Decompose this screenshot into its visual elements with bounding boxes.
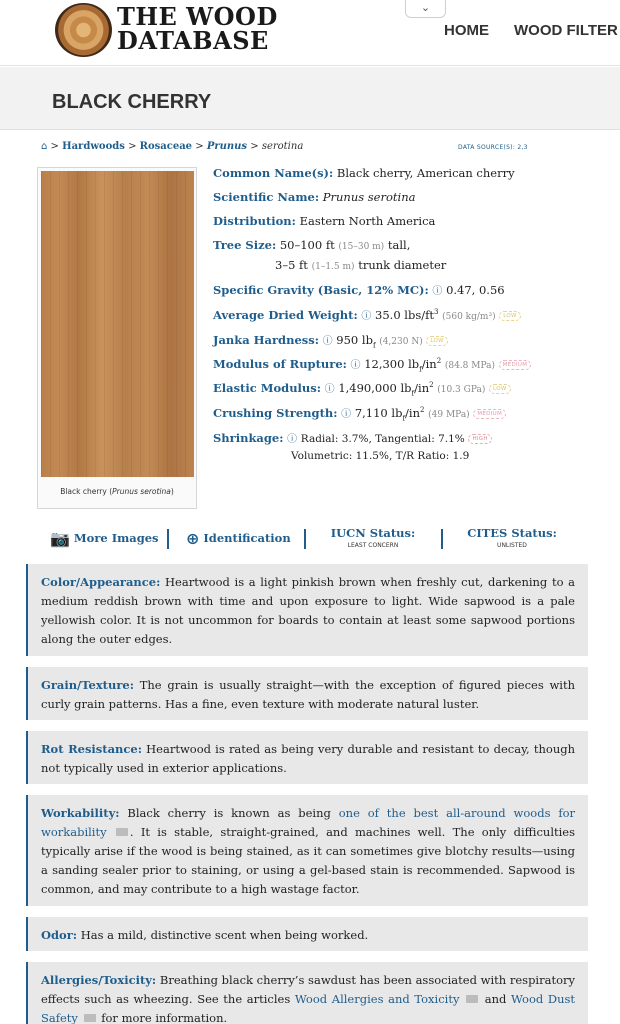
prop-metric: (4,230 N) [379,337,423,347]
wood-allergies-link[interactable]: Wood Allergies and Toxicity [294,992,460,1006]
section-rot-resistance [26,731,588,784]
identification-link[interactable] [186,529,291,548]
prop-label: Tree Size: [213,238,277,252]
breadcrumb-rosaceae[interactable]: Rosaceae [139,141,193,152]
prop-label: Crushing Strength: [213,406,338,420]
info-icon[interactable]: ⓘ [432,286,443,297]
site-header [0,0,620,66]
breadcrumb-hardwoods[interactable]: Hardwoods [62,141,125,152]
prop-shrinkage-line2: Volumetric: 11.5%, T/R Ratio: 1.9 [291,450,470,462]
prop-exponent: 2 [420,406,425,415]
caption-prefix: Black cherry ( [60,487,113,496]
prop-value: 3–5 ft [275,258,308,272]
prop-value: Radial: 3.7%, Tangential: 7.1% [300,433,465,445]
divider [304,529,306,549]
section-grain-texture [26,667,588,720]
nav-wood-filter[interactable]: WOOD FILTER [514,22,618,39]
breadcrumb-sep: > [250,141,259,152]
prop-value: 0.47, 0.56 [446,283,505,297]
prop-distribution [213,214,435,228]
section-text: . It is stable, straight-grained, and machines well. The only difficulties typically arise if the wood is being stained, as it can sometimes give blotchy results—using a sanding sealer prior to staining, or using a gel-based stain is recommended. Sapwood is common, and may contribute to a high wastage factor. [41,825,576,896]
prop-exponent: 3 [434,308,439,317]
site-logo[interactable] [117,2,278,55]
section-text: and [484,992,507,1006]
section-label: Odor: [41,928,78,942]
logo-line-2: DATABASE [117,26,269,55]
section-label: Grain/Texture: [41,678,134,692]
links-row [0,526,620,552]
workability-article-link[interactable]: one of the best all-around woods for workability [41,806,576,839]
prop-label: Average Dried Weight: [213,308,358,322]
prop-value: 1,490,000 lb [338,381,412,395]
section-text: Heartwood is rated as being very durable and resistant to decay, though not typically used in exterior applications. [41,742,575,775]
prop-unit: /in [421,357,437,371]
divider [441,529,443,549]
breadcrumb-sep: > [128,141,137,152]
prop-subscript: f [372,341,376,350]
cites-title: CITES Status: [467,526,557,540]
prop-value: 35.0 lbs/ft [375,308,434,322]
prop-label: Common Name(s): [213,166,334,180]
breadcrumb-sep: > [50,141,59,152]
prop-tree-size [213,238,410,252]
prop-value: 950 lb [336,333,373,347]
section-text: Heartwood is a light pinkish brown when freshly cut, darkening to a medium reddish brown with time and upon exposure to light. Wide sapwood is a pale yellowish color. It is not uncommon for boards to contain at least some sapwood portions along the outer edges. [41,575,576,646]
section-allergies-toxicity [26,962,588,1024]
section-label: Color/Appearance: [41,575,161,589]
prop-unit: /in [405,406,420,420]
prop-metric: (10.3 GPa) [437,385,486,395]
prop-metric: (15–30 m) [338,242,385,252]
cites-status-link[interactable] [462,526,562,549]
prop-suffix: trunk diameter [358,258,447,272]
prop-subscript: f [411,389,415,398]
info-icon[interactable]: ⓘ [324,384,335,395]
prop-metric: (1–1.5 m) [311,262,355,272]
iucn-status-link[interactable] [320,526,426,549]
prop-value: Eastern North America [299,214,436,228]
caption-suffix: ) [170,487,174,496]
section-workability [26,795,588,906]
section-color-appearance [26,564,588,656]
section-text: Has a mild, distinctive scent when being worked. [80,928,369,942]
divider [167,529,169,549]
prop-value: Black cherry, American cherry [336,166,515,180]
prop-shrinkage [213,430,492,445]
page-title: BLACK CHERRY [52,91,212,113]
section-text: Black cherry is known as being [127,806,331,820]
prop-label: Distribution: [213,214,296,228]
prop-exponent: 2 [436,357,442,366]
wood-sample-image[interactable] [41,171,194,477]
rating-badge-low: LOW [426,336,448,346]
prop-value: 12,300 lb [364,357,420,371]
section-text: for more information. [101,1011,228,1024]
prop-metric: (84.8 MPa) [444,361,495,371]
info-icon[interactable]: ⓘ [361,311,372,322]
prop-label: Shrinkage: [213,431,284,445]
nav-home[interactable]: HOME [444,22,489,39]
zoom-in-icon: ⊕ [186,529,200,548]
camera-icon: 📷 [50,529,70,548]
prop-janka [213,332,448,349]
rating-badge-low: LOW [499,311,521,321]
wood-image-caption [38,487,196,496]
prop-scientific-name [213,190,415,204]
prop-label: Janka Hardness: [213,333,319,347]
section-label: Rot Resistance: [41,742,142,756]
logo-wood-icon[interactable] [55,3,112,57]
prop-label: Elastic Modulus: [213,381,321,395]
prop-elastic [213,380,511,397]
rating-badge-medium: MEDIUM [499,360,532,370]
prop-suffix: tall, [387,238,411,252]
section-label: Workability: [41,806,120,820]
rating-badge-high: HIGH [468,434,491,444]
prop-unit: /in [414,381,430,395]
more-images-label: More Images [73,531,159,545]
breadcrumb-current: serotina [261,141,304,152]
prop-label: Scientific Name: [213,190,320,204]
prop-label: Specific Gravity (Basic, 12% MC): [213,283,429,297]
data-source-link[interactable]: DATA SOURCE(S): 2,3 [458,144,528,151]
rating-badge-low: LOW [489,384,511,394]
prop-tree-size-line2 [275,258,446,272]
breadcrumb-prunus[interactable]: Prunus [206,141,248,152]
more-images-link[interactable] [50,529,159,548]
prop-dried-weight [213,307,521,322]
info-icon[interactable]: ⓘ [350,360,361,371]
prop-value: 7,110 lb [354,406,403,420]
section-text: The grain is usually straight—with the exception of figured pieces with curly grain patterns. Has a fine, even texture with moderate natural luster. [41,678,576,711]
prop-value: Prunus serotina [322,190,416,204]
prop-subscript: f [419,365,422,374]
home-icon[interactable]: ⌂ [41,141,48,152]
section-odor [26,917,588,951]
prop-rupture [213,356,531,373]
info-icon[interactable]: ⓘ [287,434,298,445]
info-icon[interactable]: ⓘ [322,336,333,347]
prop-specific-gravity [213,282,505,297]
prop-metric: (49 MPa) [428,410,470,420]
article-thumbnail-icon[interactable] [116,828,128,836]
prop-common-name [213,166,515,180]
prop-subscript: f [402,414,406,423]
info-icon[interactable]: ⓘ [341,409,352,420]
wood-dust-safety-link[interactable]: Wood Dust Safety [41,992,576,1024]
iucn-value: LEAST CONCERN [347,542,399,549]
wood-image-card [37,167,197,509]
article-thumbnail-icon[interactable] [466,995,478,1003]
prop-crushing [213,405,506,422]
prop-exponent: 2 [429,381,434,390]
caption-species: Prunus serotina [112,487,171,496]
chevron-down-icon[interactable]: ⌄ [405,0,446,18]
prop-value: 50–100 ft [279,238,335,252]
prop-metric: (560 kg/m³) [442,312,496,322]
article-thumbnail-icon[interactable] [84,1014,96,1022]
logo-line-1: THE WOOD [117,2,278,31]
identification-label: Identification [203,531,291,545]
prop-label: Modulus of Rupture: [213,357,347,371]
section-text: Breathing black cherry’s sawdust has been associated with respiratory effects such as wheezing. See the articles [41,973,575,1006]
cites-value: UNLISTED [497,542,527,549]
section-label: Allergies/Toxicity: [41,973,157,987]
breadcrumb [41,141,303,152]
iucn-title: IUCN Status: [330,526,416,540]
rating-badge-medium: MEDIUM [473,409,506,419]
title-band [0,67,620,130]
breadcrumb-sep: > [195,141,204,152]
